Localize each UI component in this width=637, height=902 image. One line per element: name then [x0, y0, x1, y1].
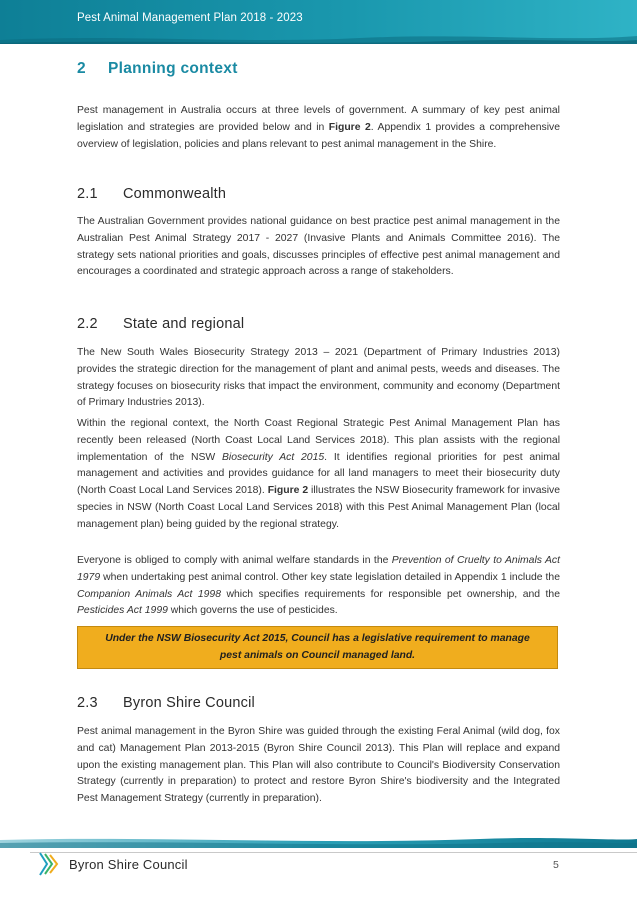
state-paragraph-3: Everyone is obliged to comply with animal welfare standards in the Prevention of Cruelty to Animals Act 1979 when undertaking pest animal control. Other key state legislation detailed in Appendix 1 include the Companion Animals Act 1998 which specifies requirements for responsible pet ownership, and the Pesticides Act 1999 which governs the use of pesticides. — [77, 555, 560, 617]
intro-text-b: . Appendix 1 provides a comprehensive overview of legislation, policies and plans relevant to pest animal management in the Shire. — [77, 121, 560, 150]
intro-paragraph — [77, 103, 560, 153]
section-heading — [77, 60, 560, 78]
biosecurity-act-reference: Biosecurity Act 2015 — [222, 451, 325, 463]
subsection-2-2-heading — [77, 316, 560, 332]
state-paragraph-1: The New South Wales Biosecurity Strategy 2013 – 2021 (Department of Primary Industries 2013) provides the strategic direction for the management of plant and animal pests, weeds and diseases. The strategy focuses on biosecurity risks that impact the environment, community and economy (Department of Primary Industries 2013). — [77, 347, 560, 409]
footer-org-name: Byron Shire Council — [69, 857, 188, 872]
subsection-2-1-heading — [77, 186, 560, 202]
state-paragraph-2: Within the regional context, the North Coast Regional Strategic Pest Animal Management Plan has recently been released (North Coast Local Land Services 2018). This plan assists with the regional implementation of the NSW Biosecurity Act 2015. It identifies regional priorities for pest animal management and activities and provides guidance for all land managers to meet their biosecurity duty (North Coast Local Land Services 2018). Figure 2 illustrates the NSW Biosecurity framework for invasive species in NSW (North Coast Local Land Services 2018) with this Pest Animal Management Plan (local management plan) being guided by the regional strategy. — [77, 418, 560, 530]
subsection-number: 2.1 — [77, 186, 98, 202]
page-number: 5 — [553, 859, 559, 871]
byron-chevrons-logo-icon — [38, 851, 60, 877]
footer-divider — [30, 852, 637, 853]
callout-text: Under the NSW Biosecurity Act 2015, Council has a legislative requirement to manage pest animals on Council managed land. — [105, 633, 530, 661]
section-title: Planning context — [108, 60, 238, 77]
subsection-2-3-heading — [77, 695, 560, 711]
section-number: 2 — [77, 60, 86, 77]
subsection-number: 2.2 — [77, 316, 98, 332]
page-header-band — [0, 0, 637, 44]
subsection-title: State and regional — [123, 316, 245, 332]
subsection-title: Byron Shire Council — [123, 695, 255, 711]
byron-shire-paragraph: Pest animal management in the Byron Shire was guided through the existing Feral Animal (wild dog, fox and cat) Management Plan 2013-2015 (Byron Shire Council 2013). This Plan will replace and expand upon the existing management plan. This Plan will also contribute to Council's Biodiversity Conservation Strategy (currently in preparation) to protect and restore Byron Shire's biodiversity and the Integrated Pest Management Strategy (currently in preparation). — [77, 726, 560, 805]
subsection-number: 2.3 — [77, 695, 98, 711]
footer-wave-band — [0, 834, 637, 848]
figure-2-reference: Figure 2 — [267, 485, 309, 497]
header-wave-decoration — [0, 30, 637, 44]
subsection-title: Commonwealth — [123, 186, 227, 202]
legislative-requirement-callout — [77, 626, 558, 669]
commonwealth-paragraph: The Australian Government provides national guidance on best practice pest animal management in the Australian Pest Animal Strategy 2017 - 2027 (Invasive Plants and Animals Committee 2016). The strategy sets national priorities and goals, discusses principles of effective pest animal management and encourages a coordinated and strategic approach across a range of stakeholders. — [77, 216, 560, 278]
figure-2-reference: Figure 2 — [328, 121, 371, 133]
intro-text-a: Pest management in Australia occurs at three levels of government. A summary of key pest animal legislation and strategies are provided below and in — [77, 105, 560, 133]
header-title: Pest Animal Management Plan 2018 - 2023 — [77, 12, 303, 24]
footer-wave-decoration — [0, 834, 637, 848]
